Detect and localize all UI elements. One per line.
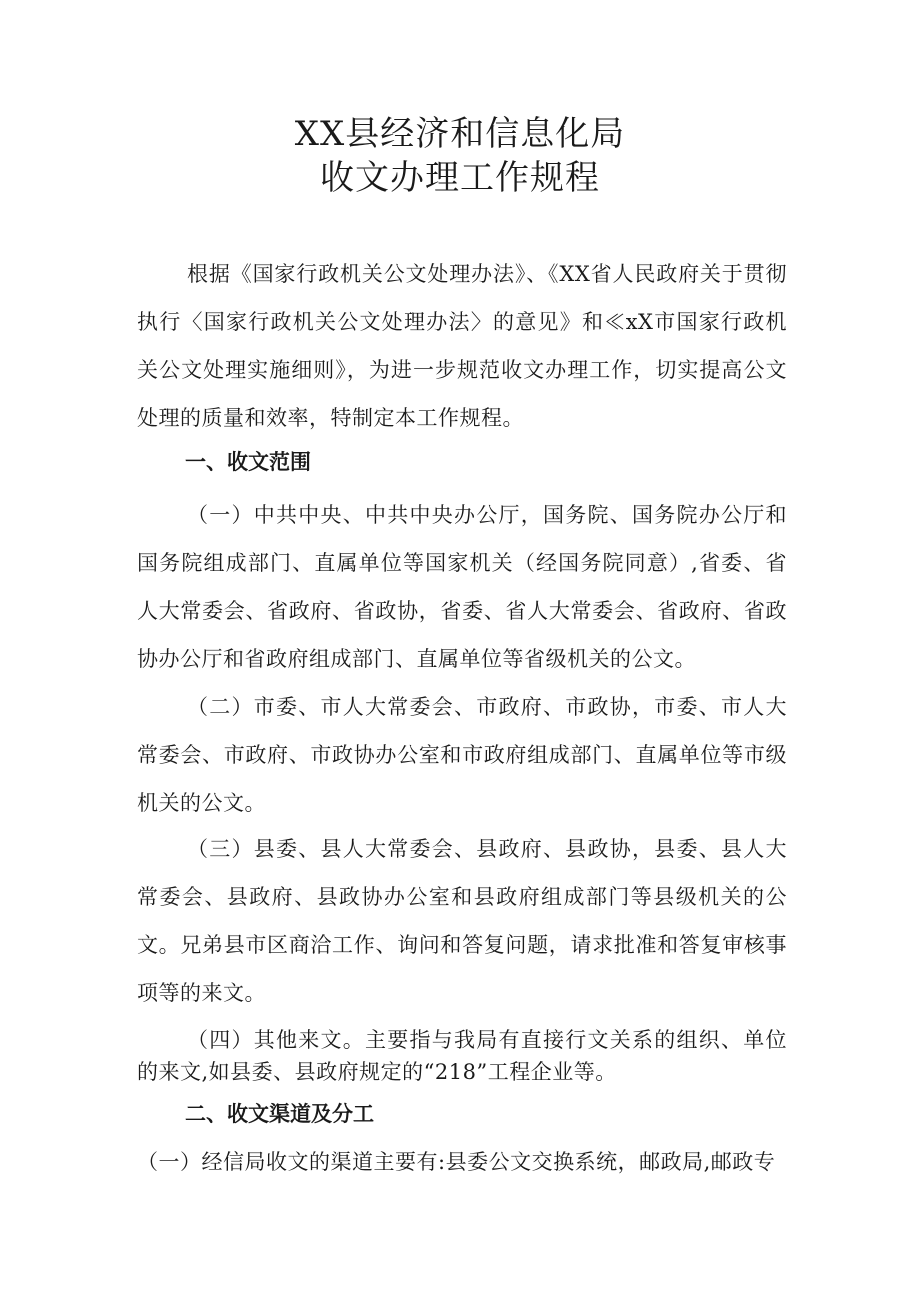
section1-heading: 一、收文范围 [185, 449, 311, 474]
document-title-line1: XX县经济和信息化局 [294, 114, 626, 154]
intro-paragraph: 根据《国家行政机关公文处理办法》、《XX省人民政府关于贯彻执行〈国家行政机关公文处理办法〉的意见》和≪xX市国家行政机关公文处理实施细则》，为进一步规范收文办理工作，切实提高公文处理的质量和效率，特制定本工作规程。 [137, 262, 787, 430]
section1-item-2: （二）市委、市人大常委会、市政府、市政协，市委、市人大常委会、市政府、市政协办公室和市政府组成部门、直属单位等市级机关的公文。 [137, 695, 787, 815]
section1-item-4: （四）其他来文。主要指与我局有直接行文关系的组织、单位的来文,如县委、县政府规定的“218”工程企业等。 [137, 1028, 787, 1084]
section1-item-1: （一）中共中央、中共中央办公厅，国务院、国务院办公厅和国务院组成部门、直属单位等国家机关（经国务院同意）,省委、省人大常委会、省政府、省政协，省委、省人大常委会、省政府、省政协办公厅和省政府组成部门、直属单位等省级机关的公文。 [137, 503, 787, 671]
document-title-line2: 收文办理工作规程 [320, 158, 600, 198]
section2-heading: 二、收文渠道及分工 [185, 1101, 374, 1126]
section2-item-1: （一）经信局收文的渠道主要有:县委公文交换系统，邮政局,邮政专 [137, 1150, 776, 1174]
section1-item-3: （三）县委、县人大常委会、县政府、县政协，县委、县人大常委会、县政府、县政协办公室和县政府组成部门等县级机关的公文。兄弟县市区商洽工作、询问和答复问题，请求批准和答复审核事项等的来文。 [137, 837, 787, 1005]
